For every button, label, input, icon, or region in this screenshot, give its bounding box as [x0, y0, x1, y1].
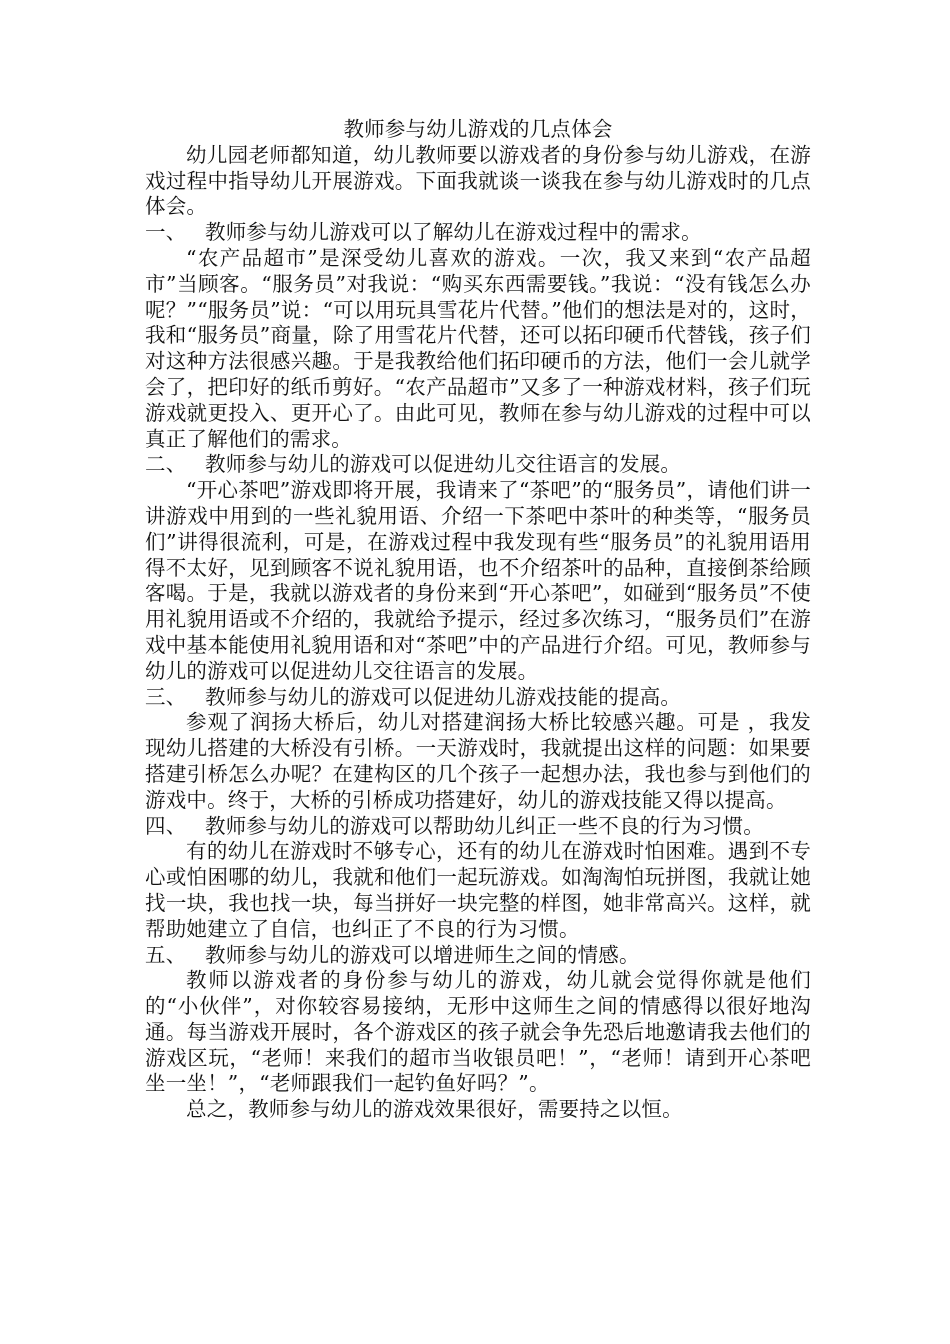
section-3-body: 参观了润扬大桥后，幼儿对搭建润扬大桥比较感兴趣。可是 ，我发现幼儿搭建的大桥没有引桥。一天游戏时，我就提出这样的问题：如果要搭建引桥怎么办呢？在建构区的几个孩子一起想办法，我也参与到他们的游戏中。终于，大桥的引桥成功搭建好，幼儿的游戏技能又得以提高。	[145, 710, 811, 812]
section-2-heading-text: 教师参与幼儿的游戏可以促进幼儿交往语言的发展。	[205, 452, 682, 477]
section-2-body: “开心茶吧”游戏即将开展，我请来了“茶吧”的“服务员”，请他们讲一讲游戏中用到的一些礼貌用语、介绍一下茶吧中茶叶的种类等，“服务员们”讲得很流利，可是，在游戏过程中我发现有些“服务员”的礼貌用语用得不太好，见到顾客不说礼貌用语，也不介绍茶叶的品种，直接倒茶给顾客喝。于是，我就以游戏者的身份来到“开心茶吧”，如碰到“服务员”不使用礼貌用语或不介绍的，我就给予提示，经过多次练习，“服务员们”在游戏中基本能使用礼貌用语和对“茶吧”中的产品进行介绍。可见，教师参与幼儿的游戏可以促进幼儿交往语言的发展。	[145, 478, 811, 683]
intro-paragraph: 幼儿园老师都知道，幼儿教师要以游戏者的身份参与幼儿游戏，在游戏过程中指导幼儿开展游戏。下面我就谈一谈我在参与幼儿游戏时的几点体会。	[145, 142, 811, 219]
section-1-heading	[145, 220, 811, 246]
section-1-body: “农产品超市”是深受幼儿喜欢的游戏。一次，我又来到“农产品超市”当顾客。“服务员”对我说：“购买东西需要钱。”我说：“没有钱怎么办呢？”“服务员”说：“可以用玩具雪花片代替。”他们的想法是对的，这时，我和“服务员”商量，除了用雪花片代替，还可以拓印硬币代替钱，孩子们对这种方法很感兴趣。于是我教给他们拓印硬币的方法，他们一会儿就学会了，把印好的纸币剪好。“农产品超市”又多了一种游戏材料，孩子们玩游戏就更投入、更开心了。由此可见，教师在参与幼儿游戏的过程中可以真正了解他们的需求。	[145, 245, 811, 451]
section-1-number: 一、	[145, 220, 187, 245]
section-2-number: 二、	[145, 452, 187, 477]
section-2-heading	[145, 452, 811, 478]
section-5-heading	[145, 943, 811, 969]
section-4-heading	[145, 814, 811, 840]
section-4-number: 四、	[145, 813, 187, 838]
section-3-heading-text: 教师参与幼儿的游戏可以促进幼儿游戏技能的提高。	[205, 684, 682, 709]
conclusion-paragraph: 总之，教师参与幼儿的游戏效果很好，需要持之以恒。	[186, 1097, 683, 1122]
section-5-heading-text: 教师参与幼儿的游戏可以增进师生之间的情感。	[205, 942, 640, 967]
section-1-heading-text: 教师参与幼儿游戏可以了解幼儿在游戏过程中的需求。	[205, 220, 702, 245]
section-4-body: 有的幼儿在游戏时不够专心，还有的幼儿在游戏时怕困难。遇到不专心或怕困哪的幼儿，我就和他们一起玩游戏。如淘淘怕玩拼图，我就让她找一块，我也找一块，每当拼好一块完整的样图，她非常高兴。这样，就帮助她建立了自信，也纠正了不良的行为习惯。	[145, 839, 811, 941]
document-page	[145, 117, 811, 1123]
section-5-body: 教师以游戏者的身份参与幼儿的游戏，幼儿就会觉得你就是他们的“小伙伴”，对你较容易接纳，无形中这师生之间的情感得以很好地沟通。每当游戏开展时，各个游戏区的孩子就会争先恐后地邀请我去他们的游戏区玩，“老师！来我们的超市当收银员吧！”，“老师！请到开心茶吧坐一坐！”，“老师跟我们一起钓鱼好吗？”。	[145, 968, 811, 1096]
section-4-heading-text: 教师参与幼儿的游戏可以帮助幼儿纠正一些不良的行为习惯。	[205, 813, 764, 838]
document-title: 教师参与幼儿游戏的几点体会	[343, 117, 613, 141]
section-5-number: 五、	[145, 942, 187, 967]
section-3-number: 三、	[145, 684, 187, 709]
section-3-heading	[145, 685, 811, 711]
